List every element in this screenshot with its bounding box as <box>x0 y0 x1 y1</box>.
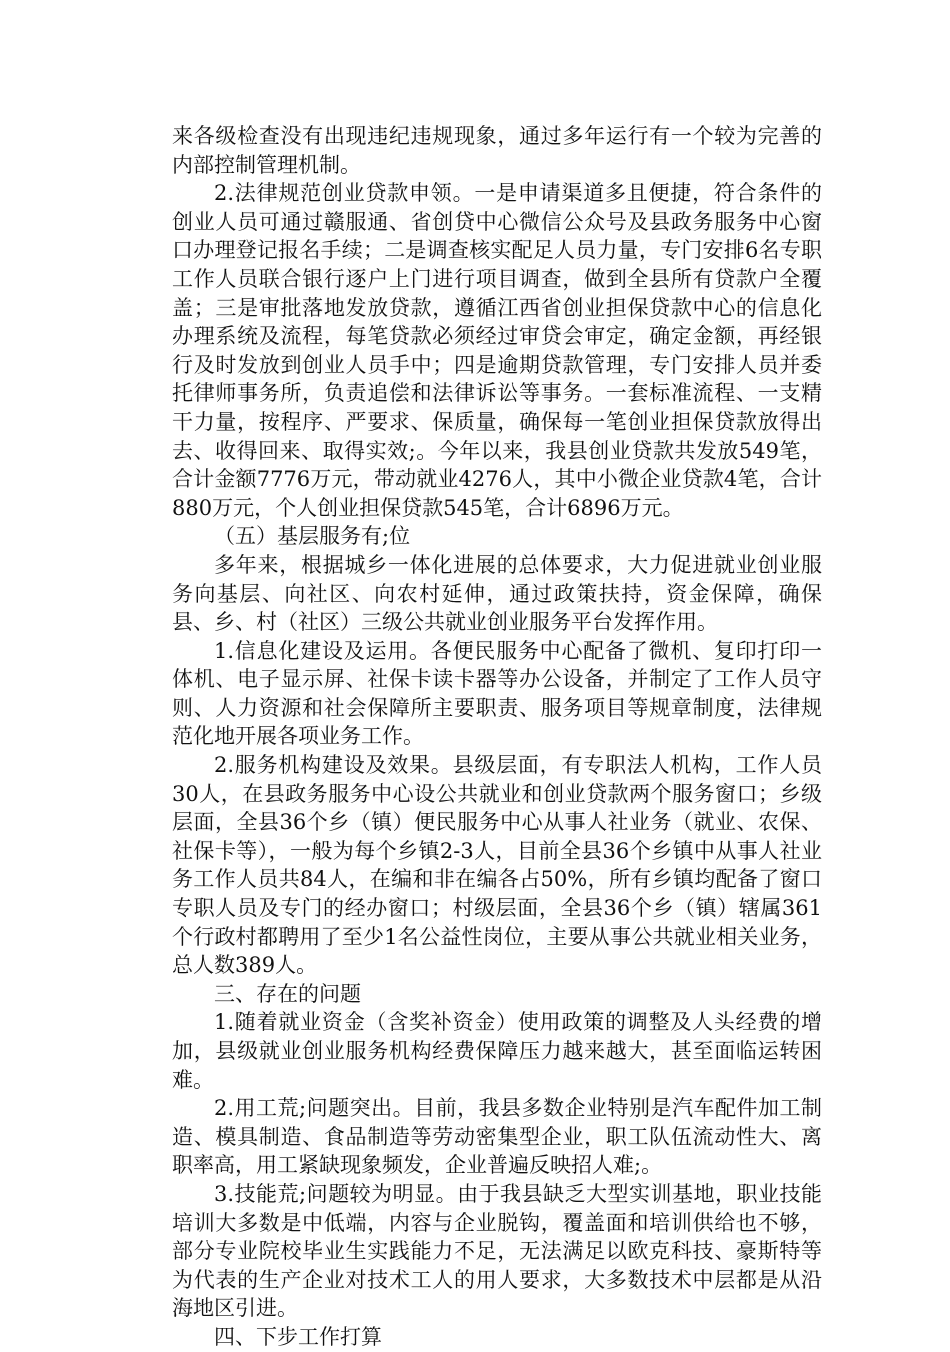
document-body <box>172 122 822 1352</box>
section-heading-problems: 三、存在的问题 <box>214 981 361 1006</box>
paragraph-informatization: 1.信息化建设及运用。各便民服务中心配备了微机、复印打印一体机、电子显示屏、社保卡读卡器等办公设备，并制定了工作人员守则、人力资源和社会保障所主要职责、服务项目等规章制度，法律规范化地开展各项业务工作。 <box>172 638 822 749</box>
paragraph-problem-labor: 2.用工荒;问题突出。目前，我县多数企业特别是汽车配件加工制造、模具制造、食品制造等劳动密集型企业，职工队伍流动性大、离职率高，用工紧缺现象频发，企业普遍反映招人难;。 <box>172 1096 822 1178</box>
paragraph-grassroots-intro: 多年来，根据城乡一体化进展的总体要求，大力促进就业创业服务向基层、向社区、向农村延伸，通过政策扶持，资金保障，确保县、乡、村（社区）三级公共就业创业服务平台发挥作用。 <box>172 552 822 635</box>
paragraph-service-institutions: 2.服务机构建设及效果。县级层面，有专职法人机构，工作人员30人，在县政务服务中心设公共就业和创业贷款两个服务窗口；乡级层面，全县36个乡（镇）便民服务中心从事人社业务（就业、农保、社保卡等），一般为每个乡镇2-3人，目前全县36个乡镇中从事人社业务工作人员共84人，在编和非在编各占50%，所有乡镇均配备了窗口专职人员及专门的经办窗口；村级层面，全县36个乡（镇）辖属361个行政村都聘用了至少1名公益性岗位，主要从事公共就业相关业务，总人数389人。 <box>172 753 822 978</box>
paragraph-problem-funding: 1.随着就业资金（含奖补资金）使用政策的调整及人头经费的增加，县级就业创业服务机构经费保障压力越来越大，甚至面临运转困难。 <box>172 1010 822 1092</box>
section-heading-next-steps: 四、下步工作打算 <box>214 1324 382 1349</box>
section-heading-grassroots: （五）基层服务有;位 <box>214 524 411 549</box>
paragraph-loan-application: 2.法律规范创业贷款申领。一是申请渠道多且便捷，符合条件的创业人员可通过赣服通、省创贷中心微信公众号及县政务服务中心窗口办理登记报名手续；二是调查核实配足人员力量，专门安排6名专职工作人员联合银行逐户上门进行项目调查，做到全县所有贷款户全覆盖；三是审批落地发放贷款，遵循江西省创业担保贷款中心的信息化办理系统及流程，每笔贷款必须经过审贷会审定，确定金额，再经银行及时发放到创业人员手中；四是逾期贷款管理，专门安排人员并委托律师事务所，负责追偿和法律诉讼等事务。一套标准流程、一支精干力量，按程序、严要求、保质量，确保每一笔创业担保贷款放得出去、收得回来、取得实效;。今年以来，我县创业贷款共发放549笔，合计金额7776万元，带动就业4276人，其中小微企业贷款4笔，合计880万元，个人创业担保贷款545笔，合计6896万元。 <box>172 181 822 520</box>
paragraph-continuation: 来各级检查没有出现违纪违规现象，通过多年运行有一个较为完善的内部控制管理机制。 <box>172 124 822 177</box>
paragraph-problem-skills: 3.技能荒;问题较为明显。由于我县缺乏大型实训基地，职业技能培训大多数是中低端，内容与企业脱钩，覆盖面和培训供给也不够，部分专业院校毕业生实践能力不足，无法满足以欧克科技、豪斯特等为代表的生产企业对技术工人的用人要求，大多数技术中层都是从沿海地区引进。 <box>172 1181 822 1321</box>
